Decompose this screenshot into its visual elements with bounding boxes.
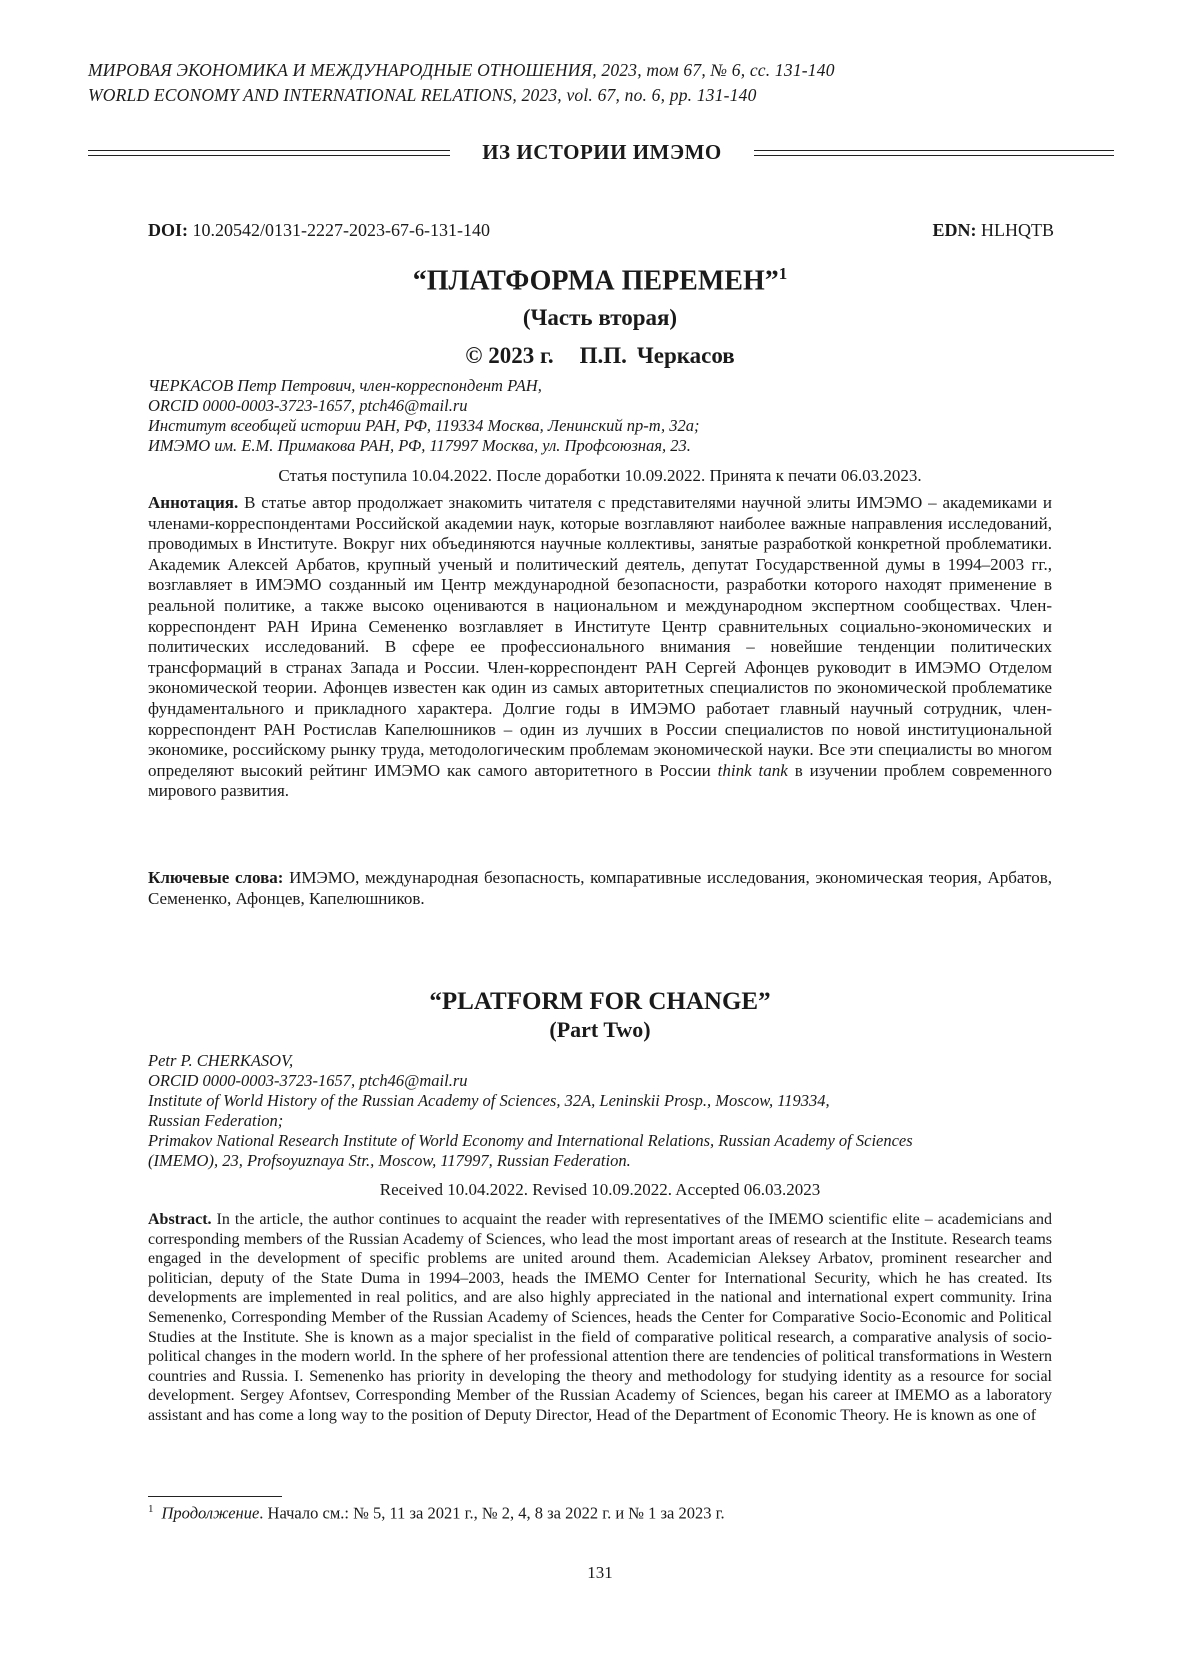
- doi-label: DOI:: [148, 220, 188, 240]
- journal-header-en: WORLD ECONOMY AND INTERNATIONAL RELATIONS, 2023, vol. 67, no. 6, pp. 131-140: [88, 85, 757, 106]
- keywords-ru: [148, 868, 1052, 909]
- received-dates-ru: Статья поступила 10.04.2022. После доработки 10.09.2022. Принята к печати 06.03.2023.: [0, 466, 1200, 486]
- article-title-ru: [0, 264, 1200, 297]
- affiliation-en-line: Primakov National Research Institute of World Economy and International Relations, Russian Academy of Sciences: [148, 1131, 1068, 1151]
- footnote-mark: 1: [148, 1503, 154, 1515]
- rubric-rule-right: [754, 150, 1114, 156]
- footnote: [148, 1503, 725, 1524]
- edn-label: EDN:: [933, 220, 977, 240]
- affiliation-en-line: (IMEMO), 23, Profsoyuznaya Str., Moscow, 117997, Russian Federation.: [148, 1151, 1068, 1171]
- affiliation-en-line: Petr P. CHERKASOV,: [148, 1051, 1068, 1071]
- affiliation-en-line: Institute of World History of the Russian Academy of Sciences, 32A, Leninskii Prosp., Moscow, 119334,: [148, 1091, 1068, 1111]
- abstract-en: [148, 1210, 1052, 1426]
- abstract-ru-label: Аннотация.: [148, 493, 238, 512]
- received-dates-en: Received 10.04.2022. Revised 10.09.2022. Accepted 06.03.2023: [0, 1180, 1200, 1200]
- author-initials: П.П.: [580, 343, 627, 368]
- affiliation-en-line: Russian Federation;: [148, 1111, 1068, 1131]
- affiliation-ru-line: ЧЕРКАСОВ Петр Петрович, член-корреспондент РАН,: [148, 376, 1068, 396]
- affiliation-en: [148, 1051, 1068, 1171]
- affiliation-ru-line: ИМЭМО им. Е.М. Примакова РАН, РФ, 117997 Москва, ул. Профсоюзная, 23.: [148, 436, 1068, 456]
- author-line-ru: [0, 343, 1200, 369]
- abstract-ru-italic: think tank: [718, 761, 788, 780]
- article-title-ru-text: “ПЛАТФОРМА ПЕРЕМЕН”: [413, 265, 779, 296]
- keywords-ru-label: Ключевые слова:: [148, 868, 283, 887]
- article-subtitle-en: (Part Two): [0, 1017, 1200, 1043]
- author-surname: Черкасов: [637, 343, 735, 368]
- footnote-rule: [148, 1496, 282, 1497]
- journal-header-ru: МИРОВАЯ ЭКОНОМИКА И МЕЖДУНАРОДНЫЕ ОТНОШЕНИЯ, 2023, том 67, № 6, сс. 131-140: [88, 60, 835, 81]
- doi-value: 10.20542/0131-2227-2023-67-6-131-140: [193, 220, 490, 240]
- article-title-en: “PLATFORM FOR CHANGE”: [0, 988, 1200, 1016]
- copyright-year: © 2023 г.: [465, 343, 553, 368]
- rubric-label: ИЗ ИСТОРИИ ИМЭМО: [450, 140, 754, 165]
- edn-value: HLHQTB: [981, 220, 1054, 240]
- abstract-en-label: Abstract.: [148, 1211, 212, 1228]
- abstract-ru-text: В статье автор продолжает знакомить читателя с представителями научной элиты ИМЭМО – академиками и членами-корреспондентами Российской академии наук, которые возглавляют наиболее важные направления исследований, проводимых в Институте. Вокруг них объединяются научные коллективы, занятые разработкой конкретной проблематики. Академик Алексей Арбатов, крупный ученый и политический деятель, депутат Государственной думы в 1994–2003 гг., возглавляет в ИМЭМО созданный им Центр международной безопасности, разработки которого находят применение в реальной политике, а также высоко оцениваются в национальном и международном экспертном сообществах. Член-корреспондент РАН Ирина Семененко возглавляет в Институте Центр сравнительных социально-экономических и политических исследований. В сфере ее профессионального внимания – новейшие тенденции политических трансформаций в странах Запада и России. Член-корреспондент РАН Сергей Афонцев руководит в ИМЭМО Отделом экономической теории. Афонцев известен как один из самых авторитетных специалистов по экономической проблематике фундаментального и прикладного характера. Долгие годы в ИМЭМО работает главный научный сотрудник, член-корреспондент РАН Ростислав Капелюшников – один из лучших в России специалистов по новой институциональной экономике, российскому рынку труда, методологическим проблемам экономической науки. Все эти специалисты во многом определяют высокий рейтинг ИМЭМО как самого авторитетного в России: [148, 493, 1052, 780]
- abstract-ru-text-end: в изучении проблем современного мирового развития.: [148, 761, 1052, 801]
- affiliation-en-line: ORCID 0000-0003-3723-1657, ptch46@mail.ru: [148, 1071, 1068, 1091]
- title-footnote-mark: 1: [779, 264, 788, 283]
- footnote-italic: Продолжение: [162, 1504, 260, 1523]
- section-rubric: [88, 140, 1114, 170]
- affiliation-ru: [148, 376, 1068, 456]
- edn-line: [933, 220, 1055, 241]
- footnote-text: . Начало см.: № 5, 11 за 2021 г., № 2, 4, 8 за 2022 г. и № 1 за 2023 г.: [259, 1504, 724, 1523]
- keywords-ru-text: ИМЭМО, международная безопасность, компаративные исследования, экономическая теория, Арбатов, Семененко, Афонцев, Капелюшников.: [148, 868, 1052, 908]
- abstract-ru: [148, 493, 1052, 802]
- rubric-rule-left: [88, 150, 450, 156]
- doi-line: [148, 220, 490, 241]
- page-number: 131: [0, 1563, 1200, 1583]
- affiliation-ru-line: ORCID 0000-0003-3723-1657, ptch46@mail.ru: [148, 396, 1068, 416]
- abstract-en-text: In the article, the author continues to acquaint the reader with representatives of the IMEMO scientific elite – academicians and corresponding members of the Russian Academy of Sciences, who lead the most important areas of research at the Institute. Research teams engaged in the development of specific problems are united around them. Academician Aleksey Arbatov, prominent researcher and politician, deputy of the State Duma in 1994–2003, heads the IMEMO Center for International Security, which he has created. Its developments are implemented in real politics, and are also highly appreciated in the national and international expert community. Irina Semenenko, Corresponding Member of the Russian Academy of Sciences, heads the Center for Comparative Socio-Economic and Political Studies at the Institute. She is known as a major specialist in the field of comparative political research, a comparative analysis of socio-political changes in the modern world. In the sphere of her professional attention there are tendencies of political transformations in Western countries and Russia. I. Semenenko has priority in developing the theory and methodology for studying identity as a resource for social development. Sergey Afontsev, Corresponding Member of the Russian Academy of Sciences, began his career at IMEMO as a laboratory assistant and has come a long way to the position of Deputy Director, Head of the Department of Economic Theory. He is known as one of: [148, 1211, 1052, 1424]
- affiliation-ru-line: Институт всеобщей истории РАН, РФ, 119334 Москва, Ленинский пр-т, 32а;: [148, 416, 1068, 436]
- article-subtitle-ru: (Часть вторая): [0, 305, 1200, 331]
